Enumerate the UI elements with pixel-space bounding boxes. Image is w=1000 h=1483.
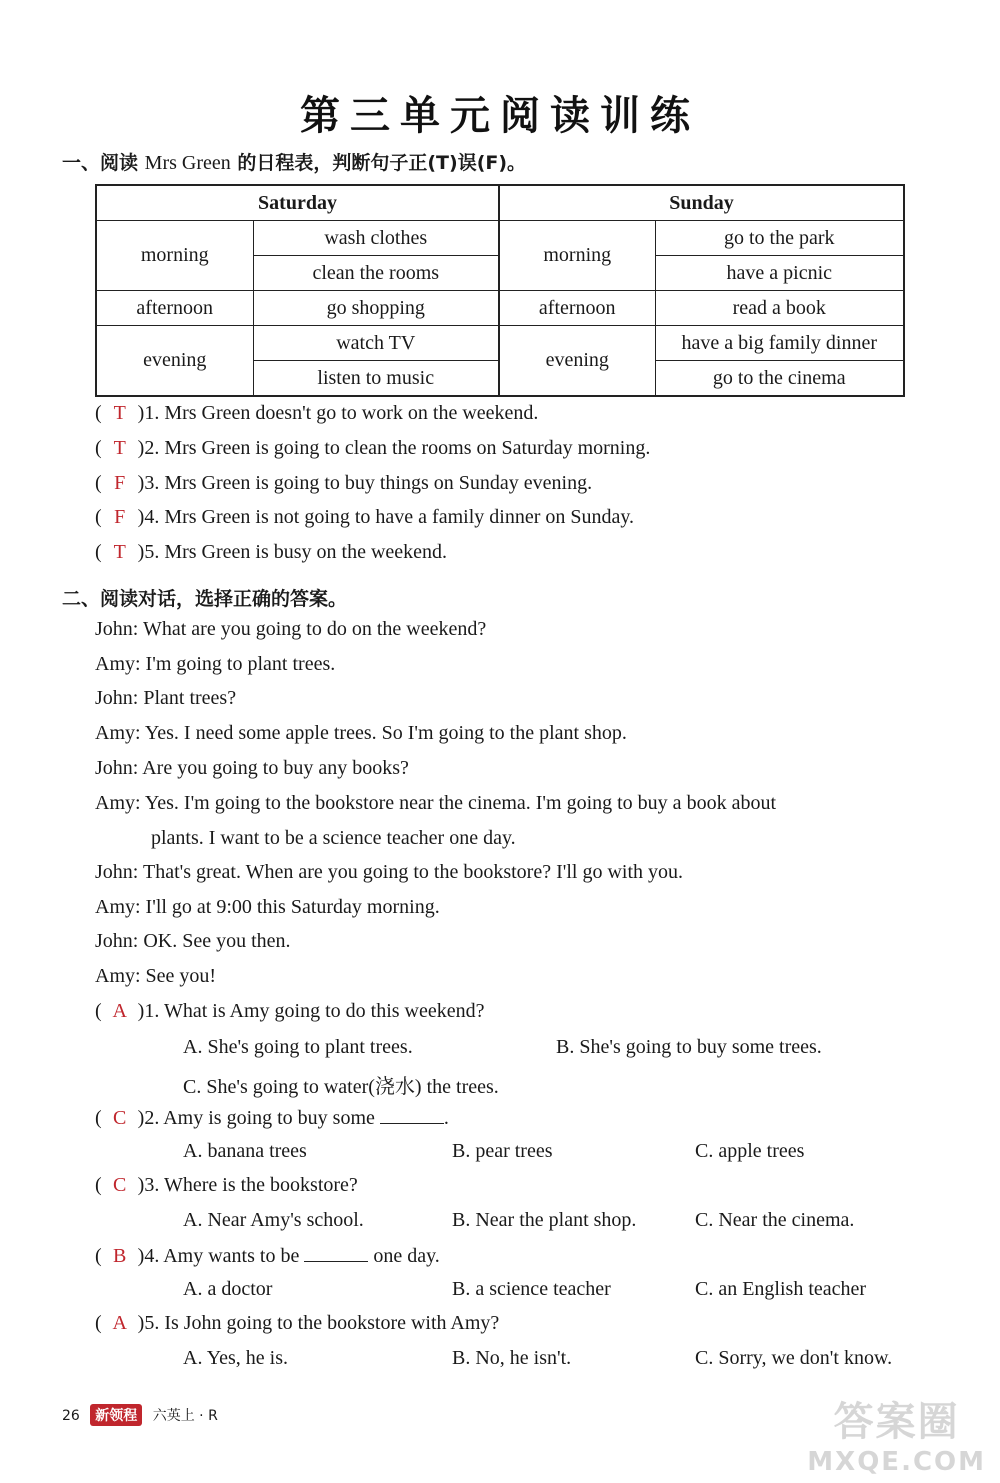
- option-b: B. She's going to buy some trees.: [556, 1036, 822, 1058]
- question-item: ( C )3. Where is the bookstore?: [95, 1174, 358, 1196]
- dialogue-line: Amy: See you!: [95, 965, 217, 987]
- sun-morning-2: have a picnic: [655, 256, 904, 291]
- question-answer: B: [113, 1245, 127, 1267]
- option-b: B. a science teacher: [452, 1278, 611, 1300]
- dialogue-line: Amy: Yes. I need some apple trees. So I'm going to the plant shop.: [95, 722, 627, 744]
- section-2-heading: 二、阅读对话，选择正确的答案。: [62, 588, 348, 610]
- option-c: C. She's going to water(浇水) the trees.: [183, 1076, 499, 1098]
- dialogue-line: John: Are you going to buy any books?: [95, 757, 409, 779]
- option-b: B. pear trees: [452, 1140, 553, 1162]
- watermark-top: 答案圈: [833, 1399, 960, 1445]
- tf-item: ( T )5. Mrs Green is busy on the weekend.: [95, 541, 448, 563]
- question-text: )2. Amy is going to buy some: [137, 1107, 375, 1129]
- table-header-sunday: Sunday: [499, 185, 904, 221]
- option-c: C. Sorry, we don't know.: [695, 1347, 893, 1369]
- question-item: ( A )5. Is John going to the bookstore with Amy?: [95, 1312, 500, 1334]
- section-1-pre: 阅读: [100, 152, 139, 174]
- dialogue-line: plants. I want to be a science teacher one day.: [151, 827, 516, 849]
- sun-afternoon-label: afternoon: [499, 291, 655, 326]
- schedule-table: [95, 184, 905, 397]
- dialogue-line: John: That's great. When are you going to the bookstore? I'll go with you.: [95, 861, 684, 883]
- watermark-bottom: MXQE.COM: [807, 1447, 986, 1477]
- tf-text: )1. Mrs Green doesn't go to work on the weekend.: [137, 402, 539, 424]
- sat-evening-1: watch TV: [253, 326, 499, 361]
- tf-text: )3. Mrs Green is going to buy things on Sunday evening.: [137, 472, 593, 494]
- question-answer: A: [112, 1312, 127, 1334]
- tf-text: )5. Mrs Green is busy on the weekend.: [137, 541, 448, 563]
- question-text: )5. Is John going to the bookstore with Amy?: [137, 1312, 500, 1334]
- sun-evening-2: go to the cinema: [655, 361, 904, 397]
- question-text: )4. Amy wants to be: [137, 1245, 300, 1267]
- page-title: 第三单元阅读训练: [300, 93, 700, 139]
- dialogue-line: Amy: I'm going to plant trees.: [95, 653, 336, 675]
- question-tail: one day.: [373, 1245, 440, 1267]
- sat-evening-label: evening: [96, 326, 253, 397]
- sat-morning-2: clean the rooms: [253, 256, 499, 291]
- dialogue-line: John: What are you going to do on the weekend?: [95, 618, 487, 640]
- sat-afternoon-label: afternoon: [96, 291, 253, 326]
- section-1-num: 一、: [62, 152, 101, 174]
- question-answer: C: [113, 1174, 127, 1196]
- sun-evening-label: evening: [499, 326, 655, 397]
- sun-morning-label: morning: [499, 221, 655, 291]
- option-c: C. an English teacher: [695, 1278, 867, 1300]
- question-tail: .: [443, 1107, 449, 1129]
- dialogue-line: John: OK. See you then.: [95, 930, 291, 952]
- brand-logo: 新领程: [90, 1404, 142, 1426]
- tf-text: )2. Mrs Green is going to clean the rooms on Saturday morning.: [137, 437, 651, 459]
- tf-item: ( F )3. Mrs Green is going to buy things on Sunday evening.: [95, 472, 593, 494]
- sat-evening-2: listen to music: [253, 361, 499, 397]
- page-number: 26: [62, 1408, 80, 1424]
- tf-answer: F: [114, 506, 126, 528]
- question-answer: C: [113, 1107, 127, 1129]
- question-item: ( B )4. Amy wants to be one day.: [95, 1245, 440, 1267]
- question-answer: A: [112, 1000, 127, 1022]
- section-1-heading: [62, 148, 526, 175]
- question-text: )3. Where is the bookstore?: [137, 1174, 358, 1196]
- option-c: C. apple trees: [695, 1140, 805, 1162]
- tf-answer: T: [113, 437, 126, 459]
- option-c: C. Near the cinema.: [695, 1209, 855, 1231]
- table-header-saturday: Saturday: [96, 185, 499, 221]
- section-1-post: 的日程表，判断句子正(T)误(F)。: [237, 152, 527, 174]
- page-footer: [62, 1404, 218, 1426]
- tf-answer: T: [113, 402, 126, 424]
- answer-blank: [304, 1243, 368, 1262]
- sat-morning-label: morning: [96, 221, 253, 291]
- tf-answer: F: [114, 472, 126, 494]
- tf-item: ( T )1. Mrs Green doesn't go to work on the weekend.: [95, 402, 539, 424]
- answer-blank: [380, 1105, 444, 1124]
- tf-item: ( F )4. Mrs Green is not going to have a family dinner on Sunday.: [95, 506, 635, 528]
- question-item: ( A )1. What is Amy going to do this weekend?: [95, 1000, 485, 1022]
- sun-morning-1: go to the park: [655, 221, 904, 256]
- dialogue-line: Amy: I'll go at 9:00 this Saturday morning.: [95, 896, 440, 918]
- option-a: A. Yes, he is.: [183, 1347, 289, 1369]
- dialogue-line: Amy: Yes. I'm going to the bookstore near the cinema. I'm going to buy a book about: [95, 792, 776, 814]
- tf-text: )4. Mrs Green is not going to have a family dinner on Sunday.: [137, 506, 635, 528]
- section-1-en: Mrs Green: [144, 152, 231, 174]
- tf-answer: T: [113, 541, 126, 563]
- question-item: ( C )2. Amy is going to buy some .: [95, 1107, 449, 1129]
- sun-evening-1: have a big family dinner: [655, 326, 904, 361]
- sat-afternoon-1: go shopping: [253, 291, 499, 326]
- option-b: B. Near the plant shop.: [452, 1209, 637, 1231]
- option-b: B. No, he isn't.: [452, 1347, 572, 1369]
- sun-afternoon-1: read a book: [655, 291, 904, 326]
- question-text: )1. What is Amy going to do this weekend?: [137, 1000, 485, 1022]
- option-a: A. banana trees: [183, 1140, 307, 1162]
- option-a: A. She's going to plant trees.: [183, 1036, 413, 1058]
- watermark: [807, 1390, 986, 1477]
- option-a: A. a doctor: [183, 1278, 273, 1300]
- option-a: A. Near Amy's school.: [183, 1209, 364, 1231]
- dialogue-line: John: Plant trees?: [95, 687, 237, 709]
- tf-item: ( T )2. Mrs Green is going to clean the rooms on Saturday morning.: [95, 437, 651, 459]
- book-code: 六英上 · R: [152, 1408, 218, 1424]
- sat-morning-1: wash clothes: [253, 221, 499, 256]
